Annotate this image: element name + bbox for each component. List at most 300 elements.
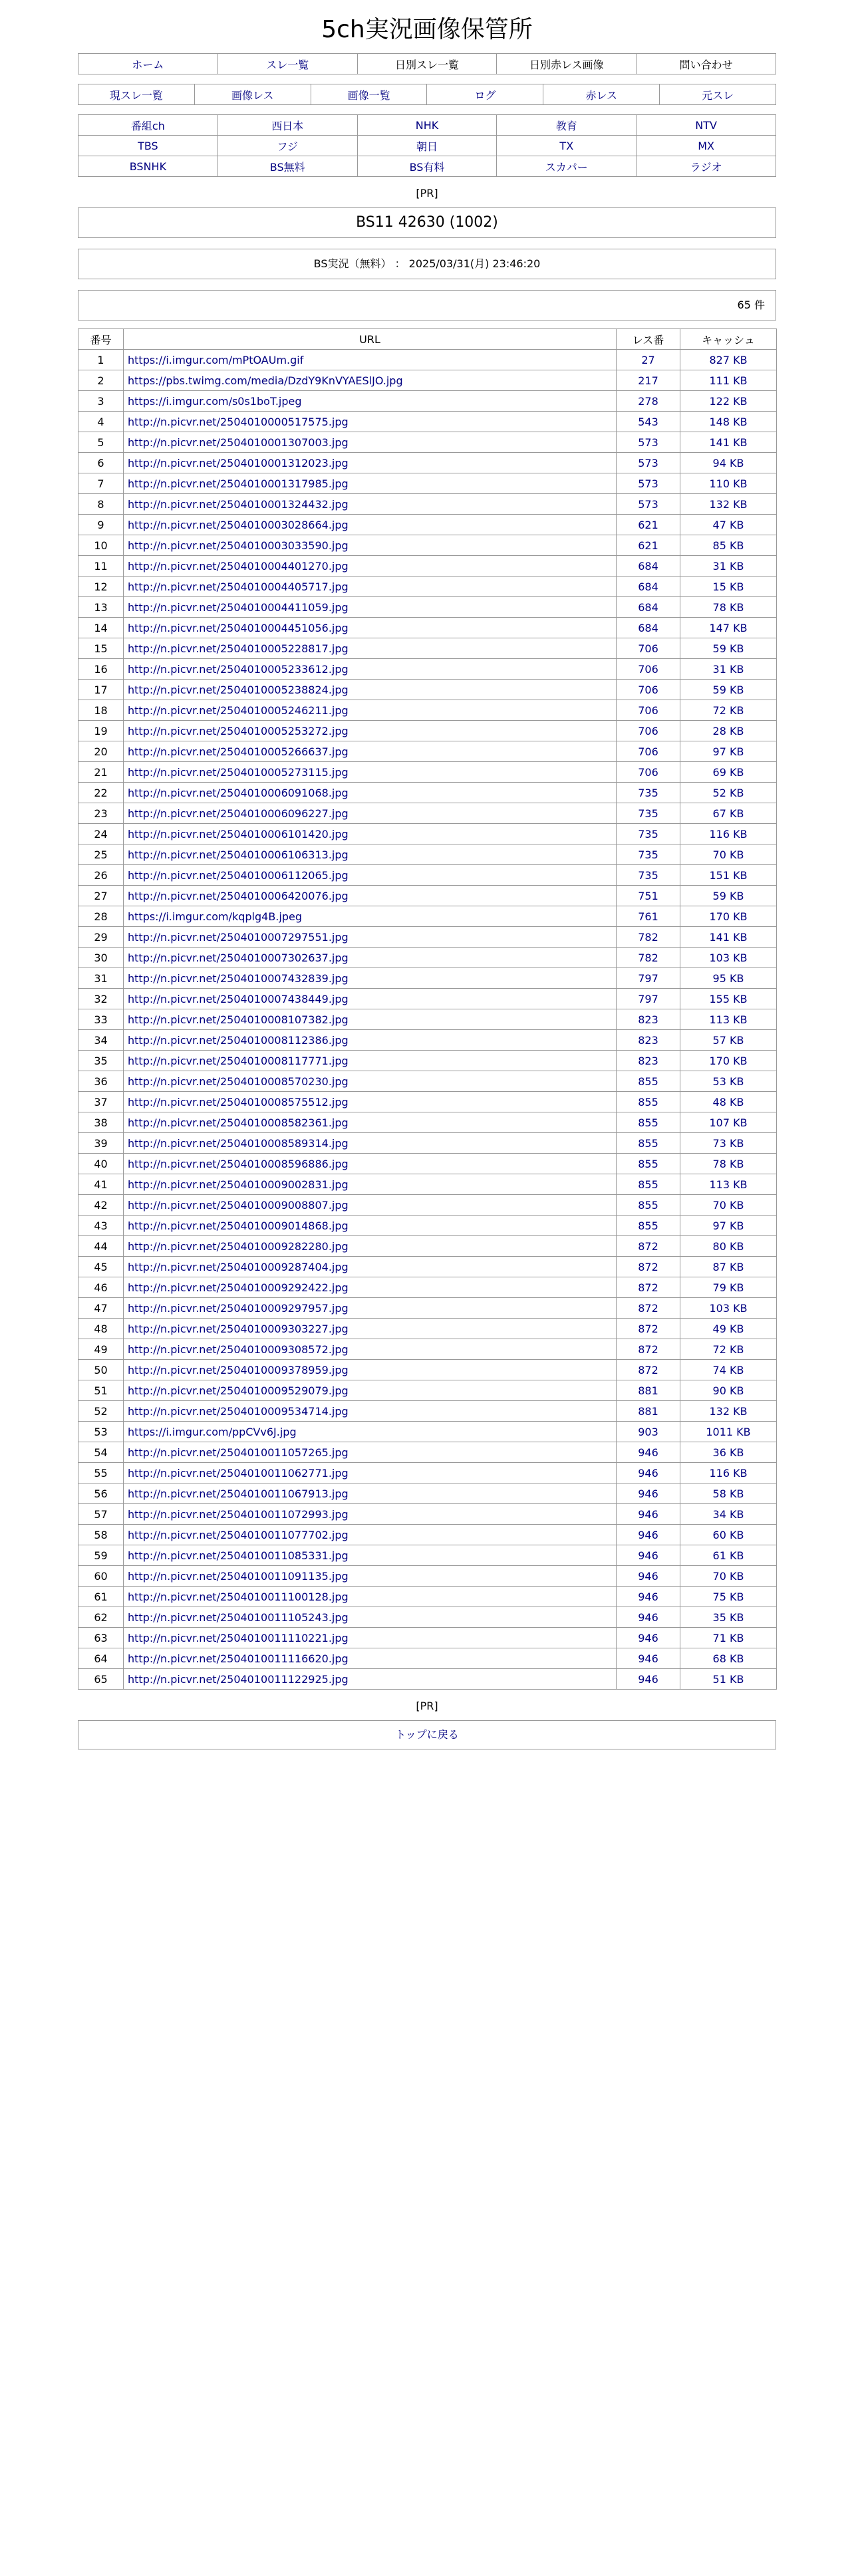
row-number: 62: [78, 1607, 124, 1628]
row-cache-cell: [680, 1607, 777, 1628]
channel-link-6[interactable]: TBS: [138, 139, 158, 152]
cache-size-link[interactable]: 90 KB: [712, 1384, 744, 1397]
cache-size-link[interactable]: 31 KB: [712, 662, 744, 676]
channel-link-14[interactable]: スカパー: [545, 160, 588, 174]
res-number-link[interactable]: 684: [638, 580, 658, 593]
cache-size-link[interactable]: 70 KB: [712, 848, 744, 861]
row-url-cell: [124, 618, 617, 638]
image-url-link[interactable]: http://n.picvr.net/2504010011072993.jpg: [128, 1507, 349, 1521]
subnav-item-3-cell: [311, 84, 427, 105]
subnav-item-1-cell: [78, 84, 195, 105]
image-url-link[interactable]: http://n.picvr.net/2504010009308572.jpg: [128, 1343, 349, 1356]
row-res-cell: [617, 370, 680, 391]
cache-size-link[interactable]: 68 KB: [712, 1652, 744, 1665]
image-url-link[interactable]: http://n.picvr.net/2504010011085331.jpg: [128, 1549, 349, 1562]
cache-size-link[interactable]: 35 KB: [712, 1610, 744, 1624]
cache-size-link[interactable]: 85 KB: [712, 539, 744, 552]
row-url-cell: [124, 535, 617, 556]
row-url-cell: [124, 1154, 617, 1174]
row-number: 20: [78, 741, 124, 762]
cache-size-link[interactable]: 59 KB: [712, 642, 744, 655]
thread-info: BS実況（無料） ： 2025/03/31(月) 23:46:20: [78, 249, 776, 279]
table-row: [78, 597, 777, 618]
res-number-link[interactable]: 735: [638, 786, 658, 799]
channel-link-8-cell: [357, 136, 497, 156]
res-number-link[interactable]: 855: [638, 1219, 658, 1232]
image-url-link[interactable]: https://i.imgur.com/s0s1boT.jpeg: [128, 394, 302, 408]
nav-item-5-cell: [637, 54, 776, 74]
image-url-link[interactable]: http://n.picvr.net/2504010007302637.jpg: [128, 951, 349, 964]
image-url-link[interactable]: http://n.picvr.net/2504010004405717.jpg: [128, 580, 349, 593]
image-url-link[interactable]: http://n.picvr.net/2504010009534714.jpg: [128, 1404, 349, 1418]
image-url-link[interactable]: http://n.picvr.net/2504010003033590.jpg: [128, 539, 349, 552]
table-row: [78, 350, 777, 370]
image-url-link[interactable]: http://n.picvr.net/2504010005273115.jpg: [128, 765, 349, 779]
res-number-link[interactable]: 706: [638, 683, 658, 696]
image-url-link[interactable]: http://n.picvr.net/2504010009014868.jpg: [128, 1219, 349, 1232]
image-url-link[interactable]: http://n.picvr.net/2504010008589314.jpg: [128, 1136, 349, 1150]
res-number-link[interactable]: 823: [638, 1033, 658, 1047]
cache-size-link[interactable]: 148 KB: [709, 415, 748, 428]
cache-size-link[interactable]: 59 KB: [712, 889, 744, 902]
cache-size-link[interactable]: 827 KB: [709, 353, 748, 366]
image-url-link[interactable]: https://i.imgur.com/ppCVv6J.jpg: [128, 1425, 297, 1438]
image-url-link[interactable]: http://n.picvr.net/2504010009529079.jpg: [128, 1384, 349, 1397]
cache-size-link[interactable]: 28 KB: [712, 724, 744, 737]
cache-size-link[interactable]: 141 KB: [709, 930, 748, 944]
image-url-link[interactable]: http://n.picvr.net/2504010005233612.jpg: [128, 662, 349, 676]
cache-size-link[interactable]: 52 KB: [712, 786, 744, 799]
cache-size-link[interactable]: 107 KB: [709, 1116, 748, 1129]
cache-size-link[interactable]: 48 KB: [712, 1095, 744, 1108]
image-url-link[interactable]: http://n.picvr.net/2504010006112065.jpg: [128, 868, 349, 882]
cache-size-link[interactable]: 122 KB: [709, 394, 748, 408]
cache-size-link[interactable]: 60 KB: [712, 1528, 744, 1541]
res-number-link[interactable]: 855: [638, 1178, 658, 1191]
res-number-link[interactable]: 872: [638, 1281, 658, 1294]
image-url-link[interactable]: http://n.picvr.net/2504010011110221.jpg: [128, 1631, 349, 1644]
channel-link-2[interactable]: 西日本: [271, 119, 304, 132]
res-number-link[interactable]: 684: [638, 621, 658, 634]
image-url-link[interactable]: http://n.picvr.net/2504010003028664.jpg: [128, 518, 349, 531]
res-number-link[interactable]: 621: [638, 539, 658, 552]
row-url-cell: [124, 1401, 617, 1422]
row-res-cell: [617, 1277, 680, 1298]
res-number-link[interactable]: 735: [638, 868, 658, 882]
row-res-cell: [617, 927, 680, 948]
image-url-link[interactable]: http://n.picvr.net/2504010001317985.jpg: [128, 477, 349, 490]
image-url-link[interactable]: http://n.picvr.net/2504010005266637.jpg: [128, 745, 349, 758]
cache-size-link[interactable]: 58 KB: [712, 1487, 744, 1500]
channel-link-12[interactable]: BS無料: [269, 160, 305, 174]
cache-size-link[interactable]: 31 KB: [712, 559, 744, 573]
header-num: 番号: [78, 329, 124, 350]
row-res-cell: [617, 1133, 680, 1154]
table-header-row: [78, 329, 777, 350]
res-number-link[interactable]: 903: [638, 1425, 658, 1438]
image-url-link[interactable]: http://n.picvr.net/2504010006091068.jpg: [128, 786, 349, 799]
table-row: [78, 1504, 777, 1525]
res-number-link[interactable]: 27: [641, 353, 655, 366]
subnav-item-3[interactable]: 画像一覧: [347, 88, 390, 102]
res-number-link[interactable]: 621: [638, 518, 658, 531]
channel-link-3[interactable]: NHK: [415, 118, 439, 132]
row-res-cell: [617, 741, 680, 762]
image-url-link[interactable]: http://n.picvr.net/2504010001324432.jpg: [128, 497, 349, 511]
image-url-link[interactable]: http://n.picvr.net/2504010001307003.jpg: [128, 436, 349, 449]
nav-item-2[interactable]: スレ一覧: [266, 58, 309, 71]
cache-size-link[interactable]: 34 KB: [712, 1507, 744, 1521]
res-number-link[interactable]: 761: [638, 910, 658, 923]
row-cache-cell: [680, 1236, 777, 1257]
cache-size-link[interactable]: 147 KB: [709, 621, 748, 634]
row-number: 63: [78, 1628, 124, 1648]
res-number-link[interactable]: 684: [638, 559, 658, 573]
cache-size-link[interactable]: 113 KB: [709, 1013, 748, 1026]
row-res-cell: [617, 1504, 680, 1525]
cache-size-link[interactable]: 72 KB: [712, 704, 744, 717]
cache-size-link[interactable]: 70 KB: [712, 1569, 744, 1583]
row-cache-cell: [680, 824, 777, 844]
cache-size-link[interactable]: 170 KB: [709, 910, 748, 923]
cache-size-link[interactable]: 59 KB: [712, 683, 744, 696]
res-number-link[interactable]: 872: [638, 1239, 658, 1253]
row-cache-cell: [680, 1463, 777, 1483]
cache-size-link[interactable]: 97 KB: [712, 745, 744, 758]
cache-size-link[interactable]: 69 KB: [712, 765, 744, 779]
row-number: 2: [78, 370, 124, 391]
res-number-link[interactable]: 782: [638, 951, 658, 964]
res-number-link[interactable]: 855: [638, 1116, 658, 1129]
header-cache: キャッシュ: [680, 329, 777, 350]
nav-item-5[interactable]: 問い合わせ: [679, 58, 733, 71]
res-number-link[interactable]: 872: [638, 1260, 658, 1273]
cache-size-link[interactable]: 103 KB: [709, 1301, 748, 1315]
image-url-link[interactable]: http://n.picvr.net/2504010001312023.jpg: [128, 456, 349, 469]
row-res-cell: [617, 1587, 680, 1607]
res-number-link[interactable]: 706: [638, 662, 658, 676]
image-url-link[interactable]: http://n.picvr.net/2504010008570230.jpg: [128, 1075, 349, 1088]
cache-size-link[interactable]: 80 KB: [712, 1239, 744, 1253]
image-url-link[interactable]: http://n.picvr.net/2504010005228817.jpg: [128, 642, 349, 655]
table-row: [78, 556, 777, 577]
image-url-link[interactable]: http://n.picvr.net/2504010006101420.jpg: [128, 827, 349, 840]
table-row: [78, 1545, 777, 1566]
table-row: [78, 1360, 777, 1380]
res-number-link[interactable]: 735: [638, 807, 658, 820]
res-number-link[interactable]: 823: [638, 1054, 658, 1067]
channel-link-11[interactable]: BSNHK: [129, 160, 167, 173]
row-url-cell: [124, 844, 617, 865]
row-number: 57: [78, 1504, 124, 1525]
image-url-link[interactable]: http://n.picvr.net/2504010011105243.jpg: [128, 1610, 349, 1624]
res-number-link[interactable]: 855: [638, 1075, 658, 1088]
row-url-cell: [124, 1133, 617, 1154]
cache-size-link[interactable]: 170 KB: [709, 1054, 748, 1067]
res-number-link[interactable]: 706: [638, 765, 658, 779]
table-row: [78, 927, 777, 948]
res-number-link[interactable]: 872: [638, 1343, 658, 1356]
subnav-item-5[interactable]: 赤レス: [585, 88, 617, 102]
cache-size-link[interactable]: 132 KB: [709, 497, 748, 511]
row-cache-cell: [680, 1504, 777, 1525]
row-number: 25: [78, 844, 124, 865]
image-url-link[interactable]: http://n.picvr.net/2504010011077702.jpg: [128, 1528, 349, 1541]
res-number-link[interactable]: 782: [638, 930, 658, 944]
image-url-link[interactable]: http://n.picvr.net/2504010008582361.jpg: [128, 1116, 349, 1129]
res-number-link[interactable]: 706: [638, 724, 658, 737]
cache-size-link[interactable]: 15 KB: [712, 580, 744, 593]
cache-size-link[interactable]: 87 KB: [712, 1260, 744, 1273]
res-number-link[interactable]: 573: [638, 456, 658, 469]
res-number-link[interactable]: 855: [638, 1136, 658, 1150]
res-number-link[interactable]: 946: [638, 1446, 658, 1459]
res-number-link[interactable]: 872: [638, 1322, 658, 1335]
row-url-cell: [124, 370, 617, 391]
image-url-link[interactable]: http://n.picvr.net/2504010004401270.jpg: [128, 559, 349, 573]
image-url-link[interactable]: http://n.picvr.net/2504010008117771.jpg: [128, 1054, 349, 1067]
header-res: レス番: [617, 329, 680, 350]
res-number-link[interactable]: 735: [638, 827, 658, 840]
row-url-cell: [124, 1504, 617, 1525]
cache-size-link[interactable]: 53 KB: [712, 1075, 744, 1088]
res-number-link[interactable]: 946: [638, 1549, 658, 1562]
back-to-top-link[interactable]: トップに戻る: [395, 1728, 459, 1741]
image-url-link[interactable]: http://n.picvr.net/2504010005246211.jpg: [128, 704, 349, 717]
res-number-link[interactable]: 573: [638, 497, 658, 511]
row-url-cell: [124, 1174, 617, 1195]
subnav-item-2[interactable]: 画像レス: [231, 88, 274, 102]
res-number-link[interactable]: 855: [638, 1095, 658, 1108]
row-cache-cell: [680, 886, 777, 906]
cache-size-link[interactable]: 132 KB: [709, 1404, 748, 1418]
res-number-link[interactable]: 278: [638, 394, 658, 408]
cache-size-link[interactable]: 49 KB: [712, 1322, 744, 1335]
cache-size-link[interactable]: 155 KB: [709, 992, 748, 1005]
row-cache-cell: [680, 556, 777, 577]
cache-size-link[interactable]: 94 KB: [712, 456, 744, 469]
row-url-cell: [124, 741, 617, 762]
subnav-item-6[interactable]: 元スレ: [702, 88, 734, 102]
image-url-link[interactable]: http://n.picvr.net/2504010011057265.jpg: [128, 1446, 349, 1459]
channel-link-1-cell: [78, 115, 218, 136]
cache-size-link[interactable]: 71 KB: [712, 1631, 744, 1644]
row-url-cell: [124, 577, 617, 597]
cache-size-link[interactable]: 111 KB: [709, 374, 748, 387]
res-number-link[interactable]: 684: [638, 600, 658, 614]
image-url-link[interactable]: http://n.picvr.net/2504010008112386.jpg: [128, 1033, 349, 1047]
table-row: [78, 1669, 777, 1690]
image-url-link[interactable]: http://n.picvr.net/2504010009002831.jpg: [128, 1178, 349, 1191]
channel-link-1[interactable]: 番組ch: [130, 119, 165, 132]
row-url-cell: [124, 412, 617, 432]
cache-size-link[interactable]: 110 KB: [709, 477, 748, 490]
cache-size-link[interactable]: 97 KB: [712, 1219, 744, 1232]
image-url-link[interactable]: http://n.picvr.net/2504010011062771.jpg: [128, 1466, 349, 1480]
cache-size-link[interactable]: 51 KB: [712, 1672, 744, 1686]
channel-link-9[interactable]: TX: [559, 139, 574, 152]
cache-size-link[interactable]: 113 KB: [709, 1178, 748, 1191]
cache-size-link[interactable]: 79 KB: [712, 1281, 744, 1294]
res-number-link[interactable]: 946: [638, 1528, 658, 1541]
cache-size-link[interactable]: 67 KB: [712, 807, 744, 820]
res-number-link[interactable]: 946: [638, 1569, 658, 1583]
res-number-link[interactable]: 706: [638, 642, 658, 655]
res-number-link[interactable]: 797: [638, 971, 658, 985]
res-number-link[interactable]: 946: [638, 1507, 658, 1521]
res-number-link[interactable]: 573: [638, 436, 658, 449]
res-number-link[interactable]: 881: [638, 1404, 658, 1418]
cache-size-link[interactable]: 95 KB: [712, 971, 744, 985]
res-number-link[interactable]: 946: [638, 1466, 658, 1480]
res-number-link[interactable]: 797: [638, 992, 658, 1005]
cache-size-link[interactable]: 116 KB: [709, 827, 748, 840]
image-url-link[interactable]: http://n.picvr.net/2504010006420076.jpg: [128, 889, 349, 902]
image-url-link[interactable]: https://i.imgur.com/mPtOAUm.gif: [128, 353, 304, 366]
row-number: 34: [78, 1030, 124, 1051]
row-res-cell: [617, 556, 680, 577]
res-number-link[interactable]: 946: [638, 1631, 658, 1644]
image-url-link[interactable]: http://n.picvr.net/2504010011067913.jpg: [128, 1487, 349, 1500]
cache-size-link[interactable]: 61 KB: [712, 1549, 744, 1562]
channel-link-4[interactable]: 教育: [555, 119, 577, 132]
image-url-link[interactable]: http://n.picvr.net/2504010008107382.jpg: [128, 1013, 349, 1026]
res-number-link[interactable]: 823: [638, 1013, 658, 1026]
row-number: 51: [78, 1380, 124, 1401]
row-number: 54: [78, 1442, 124, 1463]
table-row: [78, 1525, 777, 1545]
row-url-cell: [124, 473, 617, 494]
image-url-link[interactable]: http://n.picvr.net/2504010009303227.jpg: [128, 1322, 349, 1335]
row-res-cell: [617, 473, 680, 494]
channel-link-7[interactable]: フジ: [277, 140, 298, 153]
image-url-link[interactable]: http://n.picvr.net/2504010007432839.jpg: [128, 971, 349, 985]
res-number-link[interactable]: 872: [638, 1363, 658, 1376]
cache-size-link[interactable]: 103 KB: [709, 951, 748, 964]
res-number-link[interactable]: 855: [638, 1157, 658, 1170]
cache-size-link[interactable]: 72 KB: [712, 1343, 744, 1356]
cache-size-link[interactable]: 74 KB: [712, 1363, 744, 1376]
row-url-cell: [124, 659, 617, 680]
cache-size-link[interactable]: 70 KB: [712, 1198, 744, 1212]
res-number-link[interactable]: 706: [638, 745, 658, 758]
channel-link-15[interactable]: ラジオ: [690, 160, 722, 174]
back-to-top-box: [78, 1720, 776, 1749]
row-cache-cell: [680, 989, 777, 1009]
image-url-link[interactable]: http://n.picvr.net/2504010005238824.jpg: [128, 683, 349, 696]
cache-size-link[interactable]: 78 KB: [712, 1157, 744, 1170]
res-number-link[interactable]: 855: [638, 1198, 658, 1212]
row-res-cell: [617, 680, 680, 700]
image-url-link[interactable]: http://n.picvr.net/2504010007438449.jpg: [128, 992, 349, 1005]
res-number-link[interactable]: 946: [638, 1610, 658, 1624]
cache-size-link[interactable]: 78 KB: [712, 600, 744, 614]
res-number-link[interactable]: 751: [638, 889, 658, 902]
row-number: 14: [78, 618, 124, 638]
image-url-link[interactable]: http://n.picvr.net/2504010004411059.jpg: [128, 600, 349, 614]
channel-link-10[interactable]: MX: [698, 139, 714, 152]
cache-size-link[interactable]: 151 KB: [709, 868, 748, 882]
image-url-link[interactable]: http://n.picvr.net/2504010008596886.jpg: [128, 1157, 349, 1170]
row-number: 26: [78, 865, 124, 886]
row-res-cell: [617, 1545, 680, 1566]
nav-item-4[interactable]: 日別赤レス画像: [529, 58, 604, 71]
row-number: 59: [78, 1545, 124, 1566]
image-url-link[interactable]: http://n.picvr.net/2504010006096227.jpg: [128, 807, 349, 820]
image-url-link[interactable]: http://n.picvr.net/2504010009008807.jpg: [128, 1198, 349, 1212]
res-number-link[interactable]: 946: [638, 1590, 658, 1603]
row-cache-cell: [680, 927, 777, 948]
cache-size-link[interactable]: 73 KB: [712, 1136, 744, 1150]
cache-size-link[interactable]: 36 KB: [712, 1446, 744, 1459]
image-url-link[interactable]: http://n.picvr.net/2504010005253272.jpg: [128, 724, 349, 737]
cache-size-link[interactable]: 75 KB: [712, 1590, 744, 1603]
res-number-link[interactable]: 573: [638, 477, 658, 490]
row-url-cell: [124, 1298, 617, 1319]
image-url-link[interactable]: http://n.picvr.net/2504010009378959.jpg: [128, 1363, 349, 1376]
row-res-cell: [617, 906, 680, 927]
image-url-link[interactable]: http://n.picvr.net/2504010009292422.jpg: [128, 1281, 349, 1294]
row-number: 17: [78, 680, 124, 700]
image-url-link[interactable]: http://n.picvr.net/2504010009297957.jpg: [128, 1301, 349, 1315]
subnav-item-4[interactable]: ログ: [474, 88, 496, 102]
image-url-link[interactable]: http://n.picvr.net/2504010011100128.jpg: [128, 1590, 349, 1603]
res-number-link[interactable]: 946: [638, 1672, 658, 1686]
nav-item-1[interactable]: ホーム: [132, 58, 164, 71]
channel-link-5[interactable]: NTV: [695, 118, 717, 132]
image-url-link[interactable]: http://n.picvr.net/2504010000517575.jpg: [128, 415, 349, 428]
table-row: [78, 1442, 777, 1463]
row-number: 39: [78, 1133, 124, 1154]
res-number-link[interactable]: 946: [638, 1652, 658, 1665]
subnav-item-1[interactable]: 現スレ一覧: [109, 88, 163, 102]
res-number-link[interactable]: 735: [638, 848, 658, 861]
cache-size-link[interactable]: 57 KB: [712, 1033, 744, 1047]
res-number-link[interactable]: 706: [638, 704, 658, 717]
row-url-cell: [124, 948, 617, 968]
row-url-cell: [124, 1030, 617, 1051]
channel-link-8[interactable]: 朝日: [416, 140, 438, 153]
image-url-link[interactable]: http://n.picvr.net/2504010004451056.jpg: [128, 621, 349, 634]
table-row: [78, 1071, 777, 1092]
image-url-link[interactable]: http://n.picvr.net/2504010011122925.jpg: [128, 1672, 349, 1686]
res-number-link[interactable]: 881: [638, 1384, 658, 1397]
row-url-cell: [124, 1380, 617, 1401]
cache-size-link[interactable]: 141 KB: [709, 436, 748, 449]
res-number-link[interactable]: 543: [638, 415, 658, 428]
row-res-cell: [617, 1195, 680, 1216]
image-url-link[interactable]: https://i.imgur.com/kqplg4B.jpeg: [128, 910, 302, 923]
cache-size-link[interactable]: 47 KB: [712, 518, 744, 531]
res-number-link[interactable]: 946: [638, 1487, 658, 1500]
image-url-link[interactable]: http://n.picvr.net/2504010011116620.jpg: [128, 1652, 349, 1665]
image-url-link[interactable]: http://n.picvr.net/2504010008575512.jpg: [128, 1095, 349, 1108]
image-url-link[interactable]: http://n.picvr.net/2504010009282280.jpg: [128, 1239, 349, 1253]
channel-link-13[interactable]: BS有料: [409, 160, 445, 174]
cache-size-link[interactable]: 116 KB: [709, 1466, 748, 1480]
image-url-link[interactable]: http://n.picvr.net/2504010007297551.jpg: [128, 930, 349, 944]
image-url-link[interactable]: http://n.picvr.net/2504010009287404.jpg: [128, 1260, 349, 1273]
res-number-link[interactable]: 872: [638, 1301, 658, 1315]
row-number: 53: [78, 1422, 124, 1442]
res-number-link[interactable]: 217: [638, 374, 658, 387]
image-url-link[interactable]: http://n.picvr.net/2504010006106313.jpg: [128, 848, 349, 861]
image-url-link[interactable]: https://pbs.twimg.com/media/DzdY9KnVYAESlJO.jpg: [128, 374, 403, 387]
nav-item-3[interactable]: 日別スレ一覧: [394, 58, 459, 71]
row-cache-cell: [680, 1648, 777, 1669]
cache-size-link[interactable]: 1011 KB: [706, 1425, 751, 1438]
image-url-link[interactable]: http://n.picvr.net/2504010011091135.jpg: [128, 1569, 349, 1583]
